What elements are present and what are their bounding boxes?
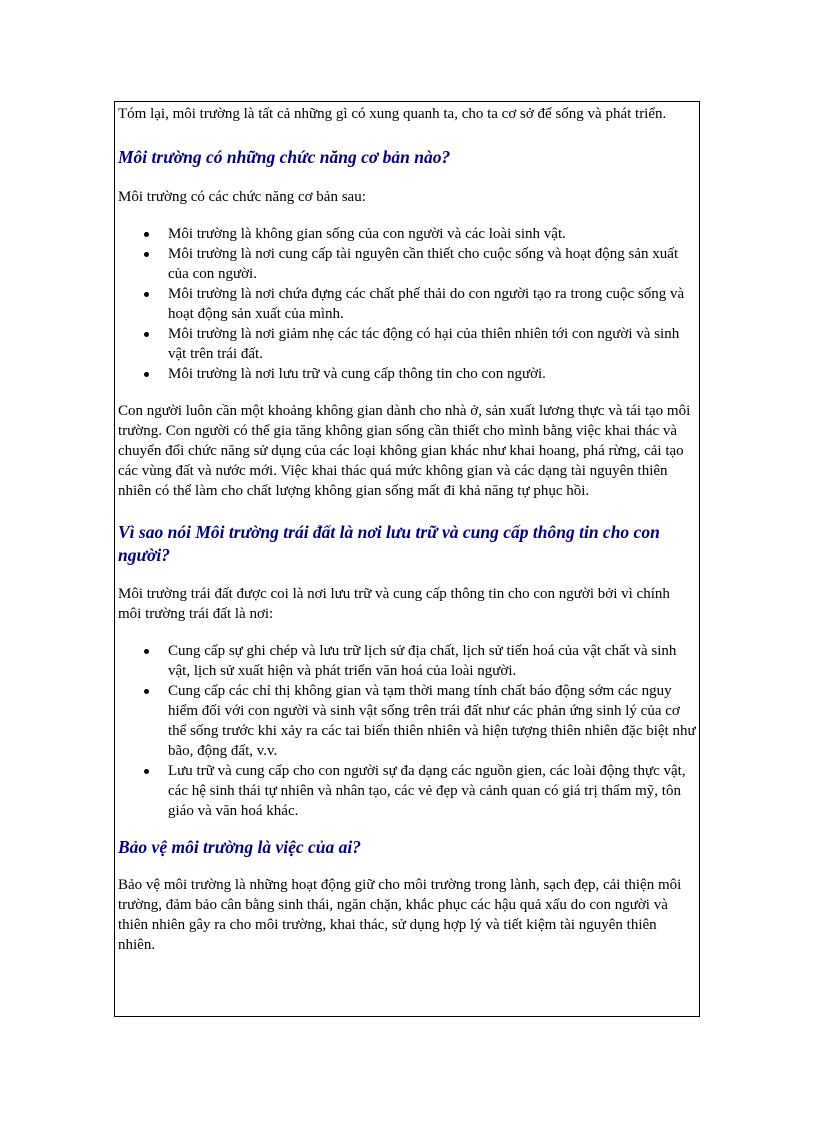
list-item: Môi trường là nơi giảm nhẹ các tác động có hại của thiên nhiên tới con người và sinh vật trên trái đất. xyxy=(168,324,696,364)
list-item: Môi trường là nơi cung cấp tài nguyên cần thiết cho cuộc sống và hoạt động sản xuất của con người. xyxy=(168,244,696,284)
section-heading-functions: Môi trường có những chức năng cơ bản nào? xyxy=(118,147,451,167)
functions-lead: Môi trường có các chức năng cơ bản sau: xyxy=(118,189,366,205)
list-item: Môi trường là nơi chứa đựng các chất phế thải do con người tạo ra trong cuộc sống và hoạt động sản xuất của mình. xyxy=(168,284,696,324)
list-item: Môi trường là không gian sống của con người và các loài sinh vật. xyxy=(168,224,696,244)
list-item: Cung cấp các chỉ thị không gian và tạm thời mang tính chất báo động sớm các nguy hiểm đối với con người và sinh vật sống trên trái đất như các phản ứng sinh lý của cơ thể sống trước khi xảy ra các tai biến thiên nhiên và hiện tượng thiên nhiên đặc biệt như bão, động đất, v.v. xyxy=(168,683,696,759)
protection-paragraph: Bảo vệ môi trường là những hoạt động giữ cho môi trường trong lành, sạch đẹp, cải thiện môi trường, đảm bảo cân bằng sinh thái, ngăn chặn, khắc phục các hậu quả xấu do con người và thiên nhiên gây ra cho môi trường, khai thác, sử dụng hợp lý và tiết kiệm tài nguyên thiên nhiên. xyxy=(118,877,682,953)
information-list xyxy=(118,641,696,821)
living-space-paragraph: Con người luôn cần một khoảng không gian dành cho nhà ở, sản xuất lương thực và tái tạo môi trường. Con người có thể gia tăng không gian sống cần thiết cho mình bằng việc khai thác và chuyển đổi chức năng sử dụng của các loại không gian khác như khai hoang, phá rừng, cải tạo các vùng đất và nước mới. Việc khai thác quá mức không gian và các dạng tài nguyên thiên nhiên có thể làm cho chất lượng không gian sống mất đi khả năng tự phục hồi. xyxy=(118,403,691,499)
information-lead: Môi trường trái đất được coi là nơi lưu trữ và cung cấp thông tin cho con người bởi vì chính môi trường trái đất là nơi: xyxy=(118,586,670,622)
functions-list xyxy=(118,224,696,384)
intro-paragraph: Tóm lại, môi trường là tất cả những gì có xung quanh ta, cho ta cơ sở để sống và phát triển. xyxy=(118,106,667,122)
section-heading-protection: Bảo vệ môi trường là việc của ai? xyxy=(118,837,361,857)
section-heading-information: Vì sao nói Môi trường trái đất là nơi lưu trữ và cung cấp thông tin cho con người? xyxy=(118,522,660,565)
list-item: Cung cấp sự ghi chép và lưu trữ lịch sử địa chất, lịch sử tiến hoá của vật chất và sinh vật, lịch sử xuất hiện và phát triển văn hoá của loài người. xyxy=(168,641,696,681)
list-item: Lưu trữ và cung cấp cho con người sự đa dạng các nguồn gien, các loài động thực vật, các hệ sinh thái tự nhiên và nhân tạo, các vẻ đẹp và cảnh quan có giá trị thẩm mỹ, tôn giáo và văn hoá khác. xyxy=(168,761,696,821)
content-frame xyxy=(114,101,700,1017)
list-item: Môi trường là nơi lưu trữ và cung cấp thông tin cho con người. xyxy=(168,364,696,384)
